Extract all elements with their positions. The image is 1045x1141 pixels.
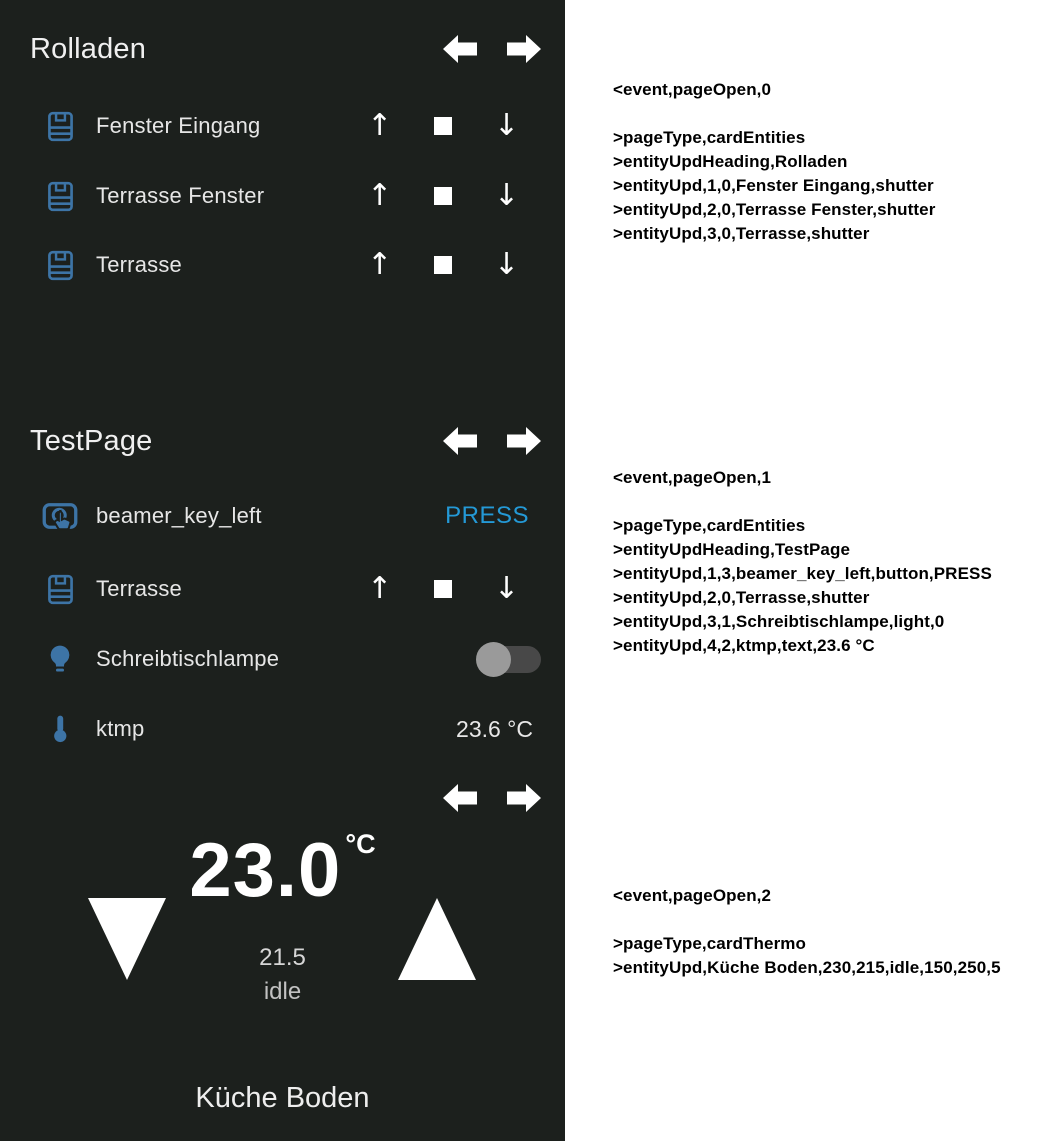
shutter-down-button[interactable]: ↓ bbox=[493, 247, 519, 282]
shutter-up-button[interactable]: ↑ bbox=[367, 108, 393, 143]
page-title: Rolladen bbox=[30, 32, 147, 65]
thermometer-icon bbox=[40, 713, 80, 745]
shutter-icon bbox=[40, 574, 80, 605]
entity-row bbox=[30, 172, 565, 220]
protocol-line: >entityUpd,1,0,Fenster Eingang,shutter bbox=[613, 176, 934, 195]
lightbulb-icon bbox=[40, 643, 80, 675]
entity-name: Fenster Eingang bbox=[96, 113, 261, 138]
protocol-line: >entityUpdHeading,Rolladen bbox=[613, 152, 848, 171]
entity-row bbox=[30, 565, 565, 613]
shutter-up-button[interactable]: ↑ bbox=[367, 571, 393, 606]
page-nav bbox=[443, 33, 541, 65]
protocol-line: >entityUpd,2,0,Terrasse,shutter bbox=[613, 588, 870, 607]
shutter-up-button[interactable]: ↑ bbox=[367, 178, 393, 213]
protocol-line: >entityUpd,3,0,Terrasse,shutter bbox=[613, 224, 870, 243]
sensor-value: 23.6 °C bbox=[456, 715, 533, 742]
page-title: TestPage bbox=[30, 424, 153, 457]
entity-row bbox=[30, 492, 565, 540]
card-header-rolladen bbox=[30, 28, 541, 70]
shutter-icon bbox=[40, 181, 80, 212]
nav-prev-icon[interactable] bbox=[443, 425, 477, 457]
protocol-line: >pageType,cardEntities bbox=[613, 128, 806, 147]
entity-row bbox=[30, 635, 565, 683]
thermo-current-temp: 23.0 °C bbox=[189, 828, 376, 913]
thermo-setpoint: 21.5 bbox=[259, 944, 306, 971]
light-toggle[interactable] bbox=[479, 646, 541, 673]
shutter-stop-button[interactable] bbox=[434, 187, 452, 205]
page-nav bbox=[443, 425, 541, 457]
shutter-icon bbox=[40, 111, 80, 142]
entity-name: Terrasse bbox=[96, 252, 182, 277]
entity-row bbox=[30, 241, 565, 289]
shutter-stop-button[interactable] bbox=[434, 580, 452, 598]
protocol-block-page1 bbox=[613, 466, 1043, 658]
thermo-title: Küche Boden bbox=[195, 1082, 370, 1114]
temp-unit: °C bbox=[345, 829, 376, 859]
shutter-icon bbox=[40, 250, 80, 281]
protocol-line: <event,pageOpen,2 bbox=[613, 886, 772, 905]
entity-name: beamer_key_left bbox=[96, 503, 262, 528]
entity-name: ktmp bbox=[96, 716, 145, 741]
card-header-testpage bbox=[30, 420, 541, 462]
entity-name: Terrasse Fenster bbox=[96, 183, 265, 208]
shutter-down-button[interactable]: ↓ bbox=[493, 108, 519, 143]
protocol-line: >entityUpdHeading,TestPage bbox=[613, 540, 851, 559]
protocol-line: >entityUpd,4,2,ktmp,text,23.6 °C bbox=[613, 636, 875, 655]
entity-name: Schreibtischlampe bbox=[96, 646, 280, 671]
protocol-line: >pageType,cardThermo bbox=[613, 934, 806, 953]
tap-button-icon bbox=[40, 498, 80, 534]
protocol-line: >entityUpd,1,3,beamer_key_left,button,PRESS bbox=[613, 564, 992, 583]
entity-row bbox=[30, 102, 565, 150]
shutter-stop-button[interactable] bbox=[434, 256, 452, 274]
protocol-line: >entityUpd,3,1,Schreibtischlampe,light,0 bbox=[613, 612, 945, 631]
nav-prev-icon[interactable] bbox=[443, 782, 477, 814]
nav-next-icon[interactable] bbox=[507, 33, 541, 65]
protocol-line: >entityUpd,2,0,Terrasse Fenster,shutter bbox=[613, 200, 936, 219]
protocol-line: <event,pageOpen,0 bbox=[613, 80, 772, 99]
nav-prev-icon[interactable] bbox=[443, 33, 477, 65]
thermo-state: idle bbox=[263, 978, 302, 1005]
protocol-block-page2 bbox=[613, 884, 1043, 980]
toggle-knob bbox=[476, 642, 511, 677]
press-button[interactable]: PRESS bbox=[445, 502, 529, 529]
protocol-line: >pageType,cardEntities bbox=[613, 516, 806, 535]
shutter-down-button[interactable]: ↓ bbox=[493, 178, 519, 213]
nav-next-icon[interactable] bbox=[507, 425, 541, 457]
protocol-line: >entityUpd,Küche Boden,230,215,idle,150,250,5 bbox=[613, 958, 1001, 977]
protocol-line: <event,pageOpen,1 bbox=[613, 468, 772, 487]
protocol-block-page0 bbox=[613, 78, 1043, 246]
page-nav bbox=[443, 782, 541, 814]
entity-row bbox=[30, 705, 565, 753]
shutter-up-button[interactable]: ↑ bbox=[367, 247, 393, 282]
nav-next-icon[interactable] bbox=[507, 782, 541, 814]
shutter-stop-button[interactable] bbox=[434, 117, 452, 135]
entity-name: Terrasse bbox=[96, 576, 182, 601]
shutter-down-button[interactable]: ↓ bbox=[493, 571, 519, 606]
